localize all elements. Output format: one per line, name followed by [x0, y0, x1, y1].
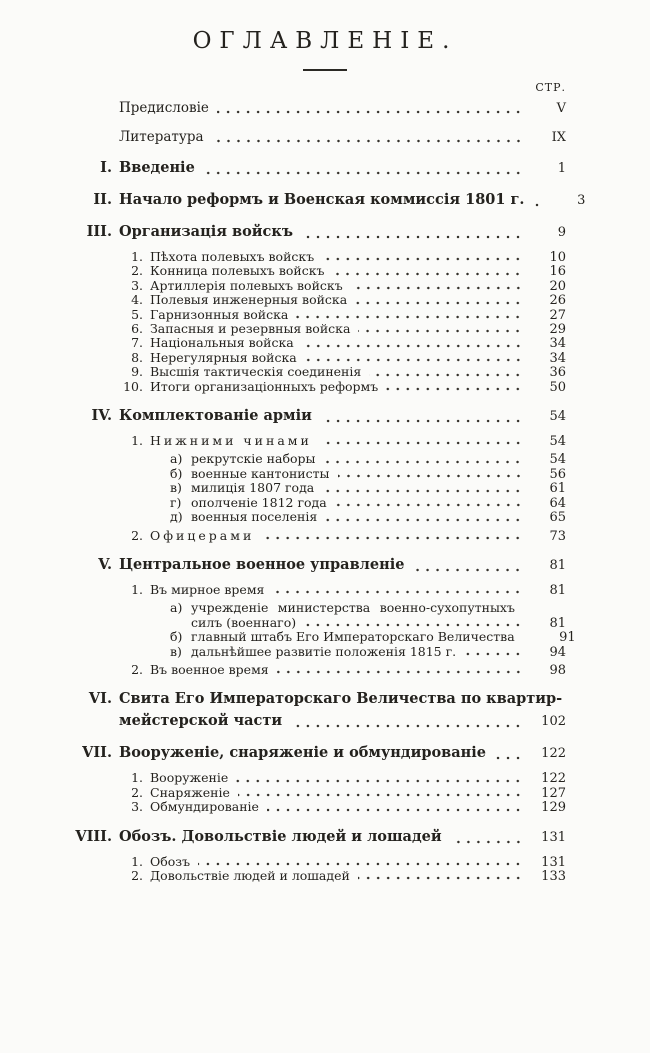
entry-label: Организація войскъ [119, 223, 293, 240]
entry-label: Обозъ. Довольствіе людей и лошадей [119, 827, 442, 845]
entry-number: V. [98, 555, 112, 573]
entry-page: 36 [549, 365, 566, 381]
entry-page: 34 [549, 336, 566, 352]
entry-label: Національныя войска [150, 335, 294, 351]
entry-number: 2. [131, 784, 143, 800]
entry-number: 1. [131, 433, 143, 449]
toc-entry [64, 786, 566, 800]
dot-leader [267, 808, 523, 812]
entry-page: 81 [549, 557, 566, 573]
entry-label: Запасныя и резервныя войска [150, 321, 351, 337]
dot-leader [355, 301, 523, 305]
dot-leader [203, 171, 523, 175]
toc-entry [64, 351, 566, 365]
toc-entry [64, 855, 566, 869]
entry-number: 2. [131, 527, 143, 543]
dot-leader [323, 460, 523, 464]
toc-entry [64, 869, 566, 883]
dot-leader [320, 419, 523, 423]
entry-page: 64 [549, 495, 566, 511]
entry-page: 54 [549, 434, 566, 450]
entry-number: II. [93, 191, 112, 208]
entry-number: а) [170, 600, 183, 616]
entry-number: VI. [88, 690, 112, 708]
entry-number: 2. [131, 867, 143, 883]
entry-page: 56 [549, 466, 566, 482]
toc-entry [64, 510, 566, 524]
toc-entry [64, 481, 566, 495]
entry-page: 9 [557, 225, 566, 240]
toc-entry [64, 293, 566, 307]
entry-number: 2. [131, 661, 143, 677]
entry-label: Въ мирное время [150, 581, 265, 597]
entry-number: 8. [131, 349, 143, 365]
entry-number: а) [170, 451, 183, 467]
entry-number: в) [170, 643, 182, 659]
dot-leader [296, 315, 523, 319]
entry-label: Въ военное время [150, 661, 269, 677]
toc-entry-continuation [64, 616, 566, 630]
entry-label: Пѣхота полевыхъ войскъ [150, 249, 315, 264]
dot-leader [320, 441, 523, 445]
toc-entry [64, 380, 566, 394]
entry-page: 102 [541, 714, 566, 730]
entry-label: Комплектованіе арміи [119, 407, 312, 425]
toc-entry [64, 583, 566, 597]
entry-number: 3. [131, 277, 143, 293]
entry-page: 16 [549, 264, 566, 280]
entry-label: Артиллерія полевыхъ войскъ [150, 277, 343, 293]
entry-label: главный штабъ Его Императорскаго Величества [191, 629, 515, 645]
entry-page: 10 [549, 250, 566, 265]
entry-label: рекрутскіе наборы [191, 451, 316, 467]
dot-leader [217, 110, 523, 114]
entry-number: 7. [131, 335, 143, 351]
dot-leader [332, 272, 523, 276]
entry-number: 9. [131, 364, 143, 380]
dot-leader [322, 257, 523, 261]
toc-entry [64, 690, 566, 708]
entry-label: Полевыя инженерныя войска [150, 292, 348, 308]
entry-label: Центральное военное управленіе [119, 555, 405, 573]
entry-number: 1. [131, 581, 143, 597]
toc-entry [64, 264, 566, 278]
entry-page: V [556, 101, 566, 116]
entry-page: 27 [549, 307, 566, 323]
dot-leader [322, 489, 523, 493]
entry-label: Вооруженіе [150, 770, 229, 786]
entry-page: 127 [541, 785, 566, 801]
entry-number: б) [170, 629, 183, 645]
dot-leader [212, 139, 523, 143]
entry-page: 61 [549, 481, 566, 497]
entry-label: Офицерами [150, 527, 255, 543]
dot-leader [272, 590, 523, 594]
toc-entry [64, 336, 566, 350]
toc-list [64, 100, 586, 884]
entry-page: 1 [557, 161, 566, 176]
toc-entry [64, 191, 586, 210]
toc-entry [64, 496, 566, 510]
entry-number: VII. [82, 744, 112, 762]
entry-page: 81 [549, 582, 566, 598]
entry-label: милиція 1807 года [191, 480, 315, 496]
entry-number: 1. [131, 249, 143, 264]
entry-label: Высшія тактическія соединенія [150, 364, 362, 380]
dot-leader [290, 724, 523, 728]
dot-leader [358, 876, 523, 880]
dot-leader [464, 652, 523, 656]
entry-label: военныя поселенія [191, 509, 318, 525]
toc-entry [64, 365, 566, 379]
entry-page: 29 [549, 322, 566, 338]
dot-leader [301, 235, 523, 239]
entry-label: Снаряженіе [150, 784, 230, 800]
toc-entry [64, 250, 566, 264]
entry-label: Конница полевыхъ войскъ [150, 263, 325, 279]
entry-label: Обозъ [150, 853, 191, 869]
entry-label: Начало реформъ и Военская коммиссія 1801 г. [119, 191, 525, 208]
toc-entry [64, 771, 566, 785]
dot-leader [236, 779, 523, 783]
entry-page: 98 [549, 662, 566, 678]
entry-page: 133 [541, 868, 566, 884]
toc-entry [64, 744, 566, 763]
entry-page: 91 [559, 630, 576, 646]
toc-entry-continuation [64, 712, 566, 731]
entry-page: 129 [541, 800, 566, 816]
toc-entry [64, 322, 566, 336]
dot-leader [358, 329, 523, 333]
toc-entry [64, 800, 566, 814]
toc-entry [64, 556, 566, 575]
entry-label: Предисловіе [119, 100, 209, 116]
toc-entry [64, 308, 566, 322]
toc-entry [64, 434, 566, 448]
toc-entry [64, 629, 576, 646]
entry-number: III. [86, 223, 112, 240]
entry-label: Нерегулярныя войска [150, 349, 297, 365]
dot-leader [262, 536, 523, 540]
entry-number: 10. [123, 378, 143, 394]
entry-number: 6. [131, 321, 143, 337]
entry-page: 34 [549, 350, 566, 366]
toc-entry [64, 645, 566, 659]
entry-page: 94 [549, 644, 566, 660]
page-title: ОГЛАВЛЕНІЕ. [192, 28, 458, 54]
entry-page: 26 [549, 293, 566, 309]
entry-page: 122 [541, 746, 566, 762]
entry-label: Обмундированіе [150, 799, 259, 815]
entry-label: Итоги организаціонныхъ реформъ [150, 378, 379, 394]
dot-leader [238, 793, 523, 797]
toc-entry [64, 129, 566, 146]
toc-entry [64, 279, 566, 293]
dot-leader [305, 358, 523, 362]
toc-entry [64, 223, 566, 242]
entry-number: 4. [131, 292, 143, 308]
toc-entry [64, 407, 566, 426]
entry-label: Довольствіе людей и лошадей [150, 867, 350, 883]
entry-page: 131 [541, 829, 566, 845]
entry-label: мейстерской части [119, 712, 283, 730]
dot-leader [351, 286, 523, 290]
entry-page: 122 [541, 771, 566, 787]
entry-label: дальнѣйшее развитіе положенія 1815 г. [191, 643, 457, 659]
entry-number: 1. [131, 853, 143, 869]
dot-leader [369, 373, 523, 377]
entry-number: д) [170, 509, 183, 525]
entry-number: 3. [131, 799, 143, 815]
dot-leader [325, 518, 523, 522]
dot-leader [277, 670, 523, 674]
entry-label: ополченіе 1812 года [191, 494, 327, 510]
entry-page: 81 [549, 615, 566, 631]
entry-page: IX [551, 130, 566, 145]
entry-page: 65 [549, 510, 566, 526]
toc-entry [64, 529, 566, 543]
entry-number: 2. [131, 263, 143, 279]
dot-leader [302, 344, 523, 348]
page-column-header: СТР. [535, 81, 566, 94]
entry-page: 54 [549, 409, 566, 425]
dot-leader [338, 474, 523, 478]
entry-number: б) [170, 465, 183, 481]
entry-label: Гарнизонныя войска [150, 306, 289, 322]
entry-page: 73 [549, 528, 566, 544]
entry-label: учрежденіе министерства военно-сухопутныхъ [191, 600, 515, 616]
dot-leader [198, 862, 523, 866]
entry-label: Введеніе [119, 159, 195, 176]
entry-label: военные кантонисты [191, 465, 330, 481]
entry-label: силъ (военнаго) [191, 614, 297, 630]
entry-number: в) [170, 480, 182, 496]
toc-entry [64, 467, 566, 481]
dot-leader [494, 756, 523, 760]
dot-leader [532, 203, 542, 207]
entry-page: 131 [541, 854, 566, 870]
toc-entry [64, 828, 566, 847]
entry-page: 20 [549, 278, 566, 294]
toc-entry [64, 601, 566, 614]
entry-number: IV. [91, 407, 112, 425]
entry-number: VIII. [75, 827, 112, 845]
entry-number: 1. [131, 770, 143, 786]
entry-page: 54 [549, 452, 566, 468]
entry-label: Литература [119, 129, 204, 145]
entry-number: I. [100, 159, 112, 176]
toc-entry [64, 452, 566, 466]
entry-number: 5. [131, 306, 143, 322]
entry-label: Нижними чинами [150, 433, 312, 449]
dot-leader [412, 568, 523, 572]
dot-leader [335, 503, 523, 507]
entry-number: г) [170, 494, 182, 510]
toc-entry [64, 100, 566, 117]
entry-label: Вооруженіе, снаряженіе и обмундированіе [119, 744, 486, 762]
entry-page: 50 [549, 379, 566, 395]
dot-leader [450, 840, 523, 844]
title-rule [303, 69, 347, 71]
dot-leader [386, 387, 523, 391]
entry-label: Свита Его Императорскаго Величества по квартир- [119, 690, 563, 708]
toc-entry [64, 159, 566, 178]
dot-leader [304, 623, 523, 627]
toc-entry [64, 663, 566, 677]
entry-page: 3 [577, 193, 586, 208]
